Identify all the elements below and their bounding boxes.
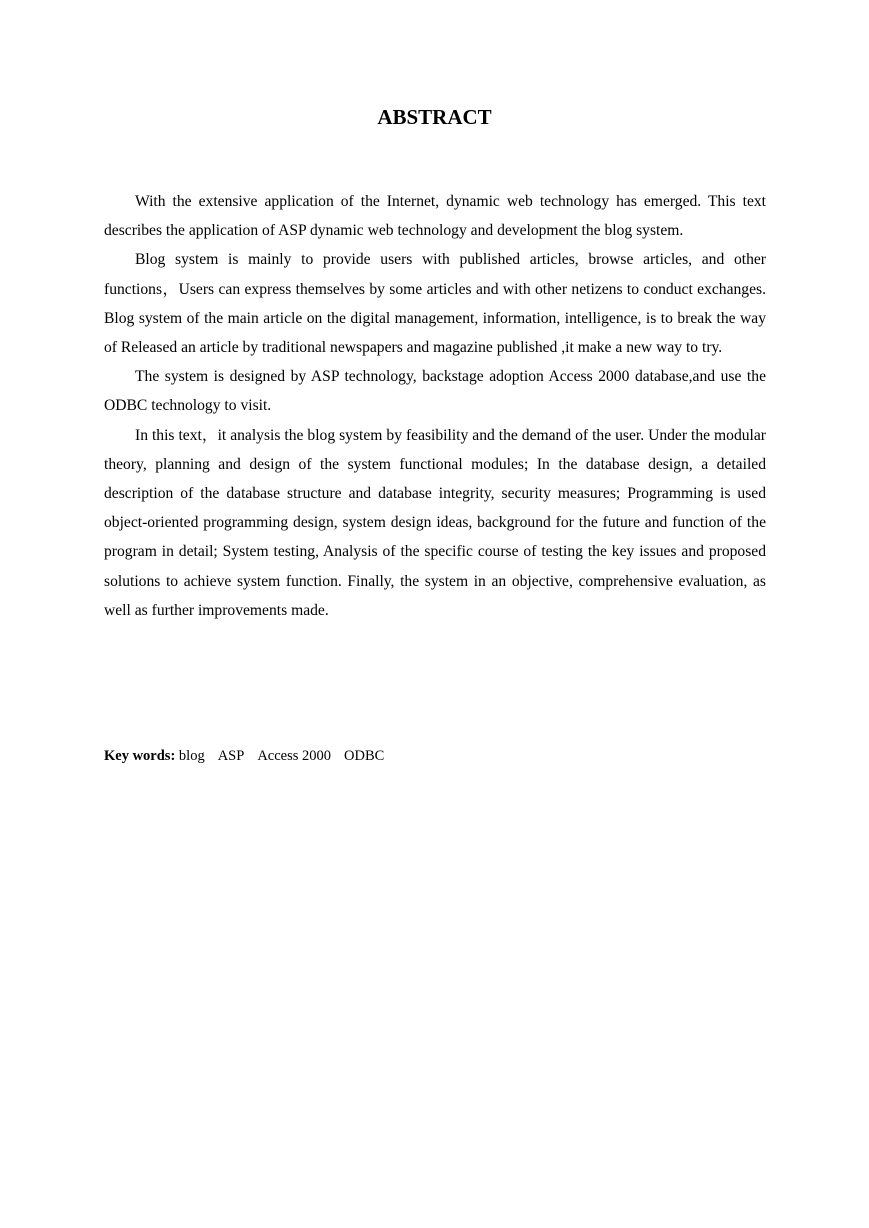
abstract-title: ABSTRACT xyxy=(377,105,492,129)
keyword-item: Access 2000 xyxy=(257,748,332,764)
abstract-paragraph-1: With the extensive application of the Internet, dynamic web technology has emerged. This text describes the application of ASP dynamic web technology and development the blog system. xyxy=(104,193,766,240)
abstract-paragraph-3: The system is designed by ASP technology, backstage adoption Access 2000 database,and use the ODBC technology to visit. xyxy=(104,368,766,415)
abstract-body xyxy=(104,187,766,625)
keyword-item: ODBC xyxy=(344,748,385,764)
keywords-line xyxy=(104,742,766,770)
keyword-item: blog xyxy=(178,748,205,764)
abstract-paragraph-4: In this text，it analysis the blog system by feasibility and the demand of the user. Under the modular theory, planning and design of the system functional modules; In the database design, a detailed description of the database structure and database integrity, security measures; Programming is used object-oriented programming design, system design ideas, background for the future and function of the program in detail; System testing, Analysis of the specific course of testing the key issues and proposed solutions to achieve system function. Finally, the system in an objective, comprehensive evaluation, as well as further improvements made. xyxy=(104,426,766,619)
keywords-label: Key words: xyxy=(104,748,176,764)
abstract-paragraph-2: Blog system is mainly to provide users with published articles, browse articles, and other functions，Users can express themselves by some articles and with other netizens to conduct exchanges. Blog system of the main article on the digital management, information, intelligence, is to break the way of Released an article by traditional newspapers and magazine published ,it make a new way to try. xyxy=(104,251,766,357)
keyword-item: ASP xyxy=(217,748,245,764)
